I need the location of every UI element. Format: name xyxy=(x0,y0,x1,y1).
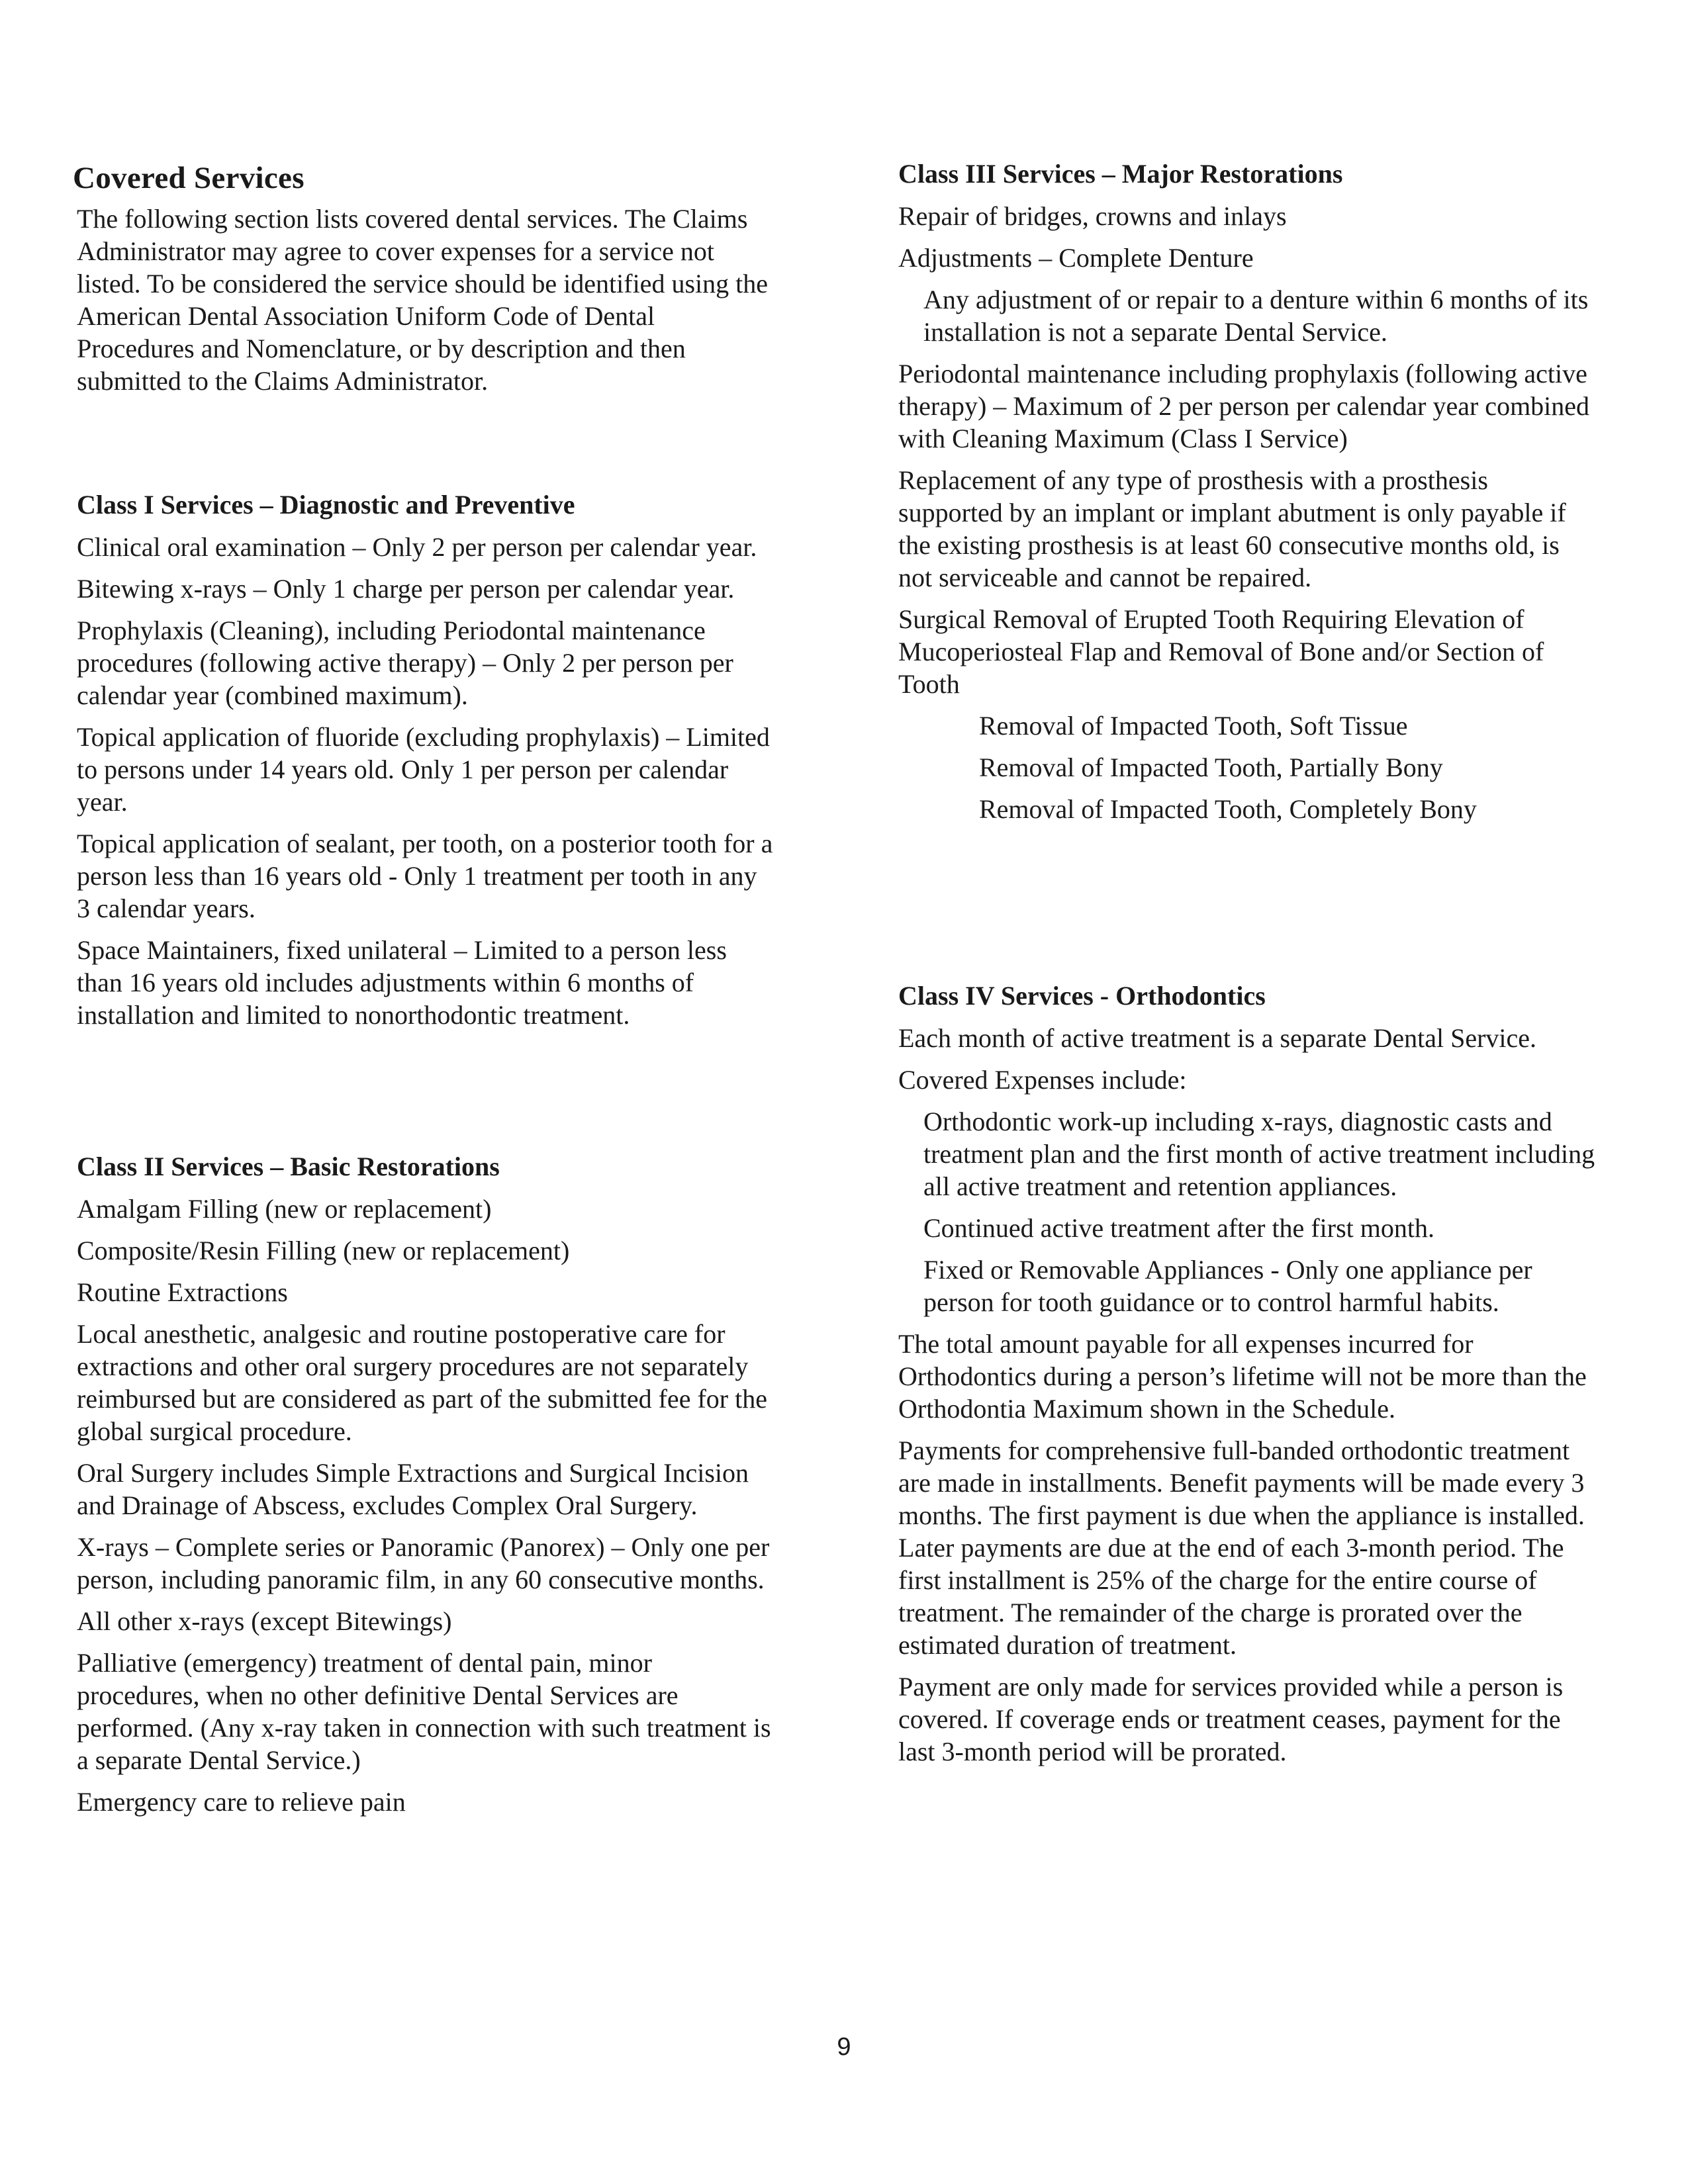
class2-item: Oral Surgery includes Simple Extractions and Surgical Incision and Drainage of Abscess, excludes Complex Oral Surgery. xyxy=(77,1458,749,1520)
class3-subitem: Removal of Impacted Tooth, Completely Bony xyxy=(979,794,1477,824)
class2-section xyxy=(73,1150,774,1827)
class1-item: Bitewing x-rays – Only 1 charge per person per calendar year. xyxy=(77,574,735,604)
class4-subitem: Orthodontic work-up including x-rays, diagnostic casts and treatment plan and the first month of active treatment including all active treatment and retention appliances. xyxy=(923,1107,1595,1201)
class4-item: Covered Expenses include: xyxy=(898,1065,1187,1095)
class3-item: Periodontal maintenance including prophylaxis (following active therapy) – Maximum of 2 per person per calendar year combined with Cleaning Maximum (Class I Service) xyxy=(898,359,1590,453)
class2-item: Emergency care to relieve pain xyxy=(77,1787,406,1817)
class2-item: All other x-rays (except Bitewings) xyxy=(77,1606,452,1636)
class3-section xyxy=(894,158,1596,835)
class1-item: Space Maintainers, fixed unilateral – Limited to a person less than 16 years old includes adjustments within 6 months of installation and limited to nonorthodontic treatment. xyxy=(77,935,727,1030)
class3-subitem: Removal of Impacted Tooth, Partially Bony xyxy=(979,752,1443,782)
class4-section xyxy=(894,979,1596,1777)
class2-item: Composite/Resin Filling (new or replacement) xyxy=(77,1236,570,1265)
class2-item: Amalgam Filling (new or replacement) xyxy=(77,1194,492,1224)
class4-item: The total amount payable for all expenses incurred for Orthodontics during a person’s lifetime will not be more than the Orthodontia Maximum shown in the Schedule. xyxy=(898,1329,1587,1424)
intro-paragraph: The following section lists covered dental services. The Claims Administrator may agree to cover expenses for a service not listed. To be considered the service should be identified using the American Dental Association Uniform Code of Dental Procedures and Nomenclature, or by description and then submitted to the Claims Administrator. xyxy=(77,204,768,396)
class2-item: Palliative (emergency) treatment of dental pain, minor procedures, when no other definitive Dental Services are performed. (Any x-ray taken in connection with such treatment is a separate Dental Service.) xyxy=(77,1648,771,1775)
class3-subitem: Any adjustment of or repair to a denture within 6 months of its installation is not a separate Dental Service. xyxy=(923,285,1589,347)
class2-item: Routine Extractions xyxy=(77,1277,288,1307)
class3-item: Adjustments – Complete Denture xyxy=(898,243,1254,273)
class3-heading: Class III Services – Major Restorations xyxy=(898,159,1343,189)
class4-subitem: Fixed or Removable Appliances - Only one appliance per person for tooth guidance or to control harmful habits. xyxy=(923,1255,1532,1317)
class1-item: Topical application of sealant, per tooth, on a posterior tooth for a person less than 16 years old - Only 1 treatment per tooth in any 3 calendar years. xyxy=(77,829,773,923)
page-number: 9 xyxy=(837,2033,851,2061)
class3-subitem: Removal of Impacted Tooth, Soft Tissue xyxy=(979,711,1408,741)
class3-item: Replacement of any type of prosthesis with a prosthesis supported by an implant or implant abutment is only payable if the existing prosthesis is at least 60 consecutive months old, is not serviceable and cannot be repaired. xyxy=(898,465,1566,592)
class1-section xyxy=(73,488,774,1040)
class1-heading: Class I Services – Diagnostic and Preventive xyxy=(77,490,575,520)
class1-item: Prophylaxis (Cleaning), including Periodontal maintenance procedures (following active therapy) – Only 2 per person per calendar year (combined maximum). xyxy=(77,615,733,710)
class4-subitem: Continued active treatment after the first month. xyxy=(923,1213,1434,1243)
class1-item: Clinical oral examination – Only 2 per person per calendar year. xyxy=(77,532,757,562)
class2-heading: Class II Services – Basic Restorations xyxy=(77,1152,500,1181)
class2-item: Local anesthetic, analgesic and routine postoperative care for extractions and other oral surgery procedures are not separately reimbursed but are considered as part of the submitted fee for the global surgical procedure. xyxy=(77,1319,767,1446)
page-title: Covered Services xyxy=(73,161,305,195)
class2-item: X-rays – Complete series or Panoramic (Panorex) – Only one per person, including panoramic film, in any 60 consecutive months. xyxy=(77,1532,770,1594)
class4-item: Each month of active treatment is a separate Dental Service. xyxy=(898,1023,1537,1053)
class3-item: Surgical Removal of Erupted Tooth Requiring Elevation of Mucoperiosteal Flap and Removal of Bone and/or Section of Tooth xyxy=(898,604,1544,699)
class1-item: Topical application of fluoride (excluding prophylaxis) – Limited to persons under 14 years old. Only 1 per person per calendar year. xyxy=(77,722,770,817)
class3-item: Repair of bridges, crowns and inlays xyxy=(898,201,1287,231)
class4-item: Payment are only made for services provided while a person is covered. If coverage ends or treatment ceases, payment for the last 3-month period will be prorated. xyxy=(898,1672,1564,1766)
class4-item: Payments for comprehensive full-banded orthodontic treatment are made in installments. Benefit payments will be made every 3 months. The first payment is due when the appliance is installed. Later payments are due at the end of each 3-month period. The first installment is 25% of the charge for the entire course of treatment. The remainder of the charge is prorated over the estimated duration of treatment. xyxy=(898,1435,1585,1660)
class4-heading: Class IV Services - Orthodontics xyxy=(898,981,1266,1011)
